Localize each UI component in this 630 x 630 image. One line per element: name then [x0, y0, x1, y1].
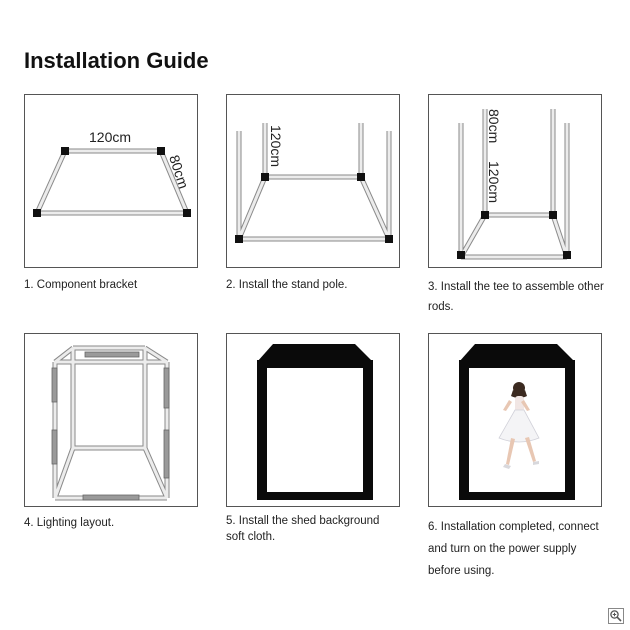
- background-cloth-diagram: [227, 334, 399, 506]
- panel-lighting-layout: [24, 333, 198, 507]
- height-label: 120cm: [268, 125, 284, 168]
- caption-step-6: 6. Installation completed, connect and turn on the power supply before using.: [428, 521, 599, 577]
- caption-step-1: 1. Component bracket: [24, 279, 138, 291]
- component-bracket-diagram: [25, 95, 197, 267]
- width-label: 120cm: [89, 129, 132, 145]
- panel-tee-assembly: [428, 94, 602, 268]
- panel-stand-pole: [226, 94, 400, 268]
- light-bars: [52, 352, 169, 500]
- caption-step-3: 3. Install the tee to assemble other rods.: [428, 281, 604, 313]
- height-label: 120cm: [486, 161, 502, 204]
- installation-complete-diagram: [429, 334, 601, 506]
- depth-label: 80cm: [486, 109, 502, 144]
- zoom-in-icon[interactable]: [608, 608, 624, 624]
- tee-assembly-diagram: [429, 95, 601, 267]
- panel-installation-complete: [428, 333, 602, 507]
- page-title: Installation Guide: [24, 48, 209, 73]
- panel-component-bracket: [24, 94, 198, 268]
- caption-step-2: 2. Install the stand pole.: [226, 279, 348, 291]
- lighting-layout-diagram: [25, 334, 197, 506]
- panel-background-cloth: [226, 333, 400, 507]
- depth-label: 80cm: [166, 152, 192, 191]
- stand-pole-diagram: [227, 95, 399, 267]
- caption-step-5: 5. Install the shed background soft cloth.: [226, 515, 380, 543]
- caption-step-4: 4. Lighting layout.: [24, 517, 115, 529]
